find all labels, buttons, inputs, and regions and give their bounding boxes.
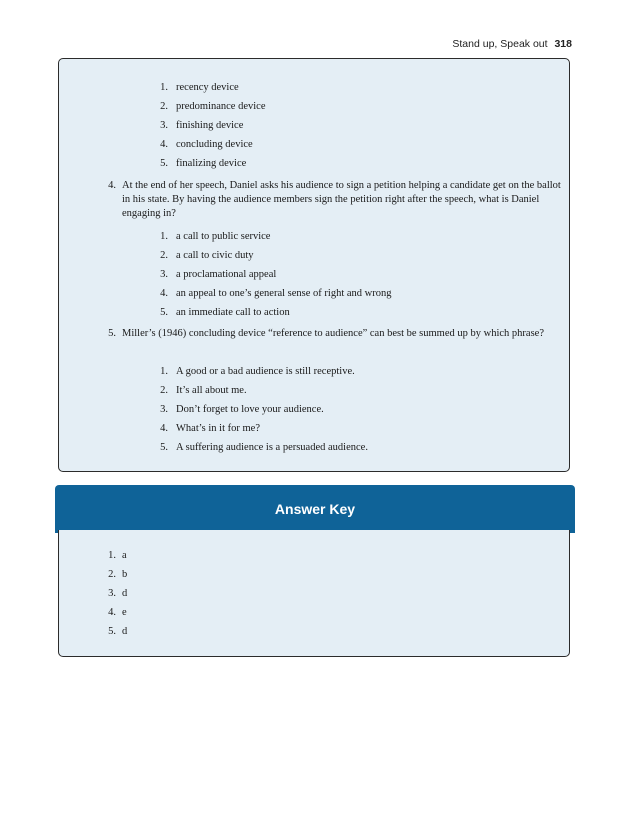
answer-key-box — [58, 530, 570, 657]
answer-key-title: Answer Key — [274, 501, 356, 517]
list-item-number: 5. — [160, 158, 168, 169]
list-item: concluding device — [176, 139, 253, 150]
list-item-number: 5. — [108, 626, 116, 637]
list-item-number: 4. — [108, 607, 116, 618]
answer-key-header — [55, 485, 575, 533]
list-item-number: 1. — [160, 82, 168, 93]
list-item-number: 2. — [108, 569, 116, 580]
list-item-number: 1. — [160, 231, 168, 242]
question-text: At the end of her speech, Daniel asks his audience to sign a petition helping a candidate get on the ballot in his state. By having the audience members sign the petition right after the speech, what is Daniel engaging in? — [122, 180, 561, 219]
list-item-number: 3. — [160, 404, 168, 415]
answer-item: a — [122, 550, 127, 561]
list-item: finishing device — [176, 120, 244, 131]
list-item: A suffering audience is a persuaded audience. — [176, 442, 368, 453]
list-item-number: 5. — [160, 307, 168, 318]
question-number: 4. — [108, 180, 116, 191]
list-item-number: 4. — [160, 423, 168, 434]
list-item: a proclamational appeal — [176, 269, 277, 280]
list-item-number: 2. — [160, 250, 168, 261]
answer-item: e — [122, 607, 127, 618]
answer-item: d — [122, 588, 128, 599]
list-item: an appeal to one’s general sense of right and wrong — [176, 288, 392, 299]
list-item-number: 1. — [160, 366, 168, 377]
list-item-number: 2. — [160, 385, 168, 396]
list-item-number: 4. — [160, 288, 168, 299]
question-number: 5. — [108, 328, 116, 339]
list-item-number: 5. — [160, 442, 168, 453]
list-item: Don’t forget to love your audience. — [176, 404, 324, 415]
list-item: predominance device — [176, 101, 266, 112]
list-item: a call to civic duty — [176, 250, 254, 261]
list-item-number: 3. — [108, 588, 116, 599]
list-item: an immediate call to action — [176, 307, 290, 318]
page-number: 318 — [554, 38, 572, 50]
list-item-number: 4. — [160, 139, 168, 150]
list-item: finalizing device — [176, 158, 247, 169]
answer-item: d — [122, 626, 128, 637]
running-header — [452, 38, 572, 50]
list-item-number: 3. — [160, 120, 168, 131]
list-item-number: 2. — [160, 101, 168, 112]
question-text: Miller’s (1946) concluding device “reference to audience” can best be summed up by which phrase? — [122, 328, 544, 339]
running-header-title: Stand up, Speak out — [452, 38, 548, 50]
list-item: It’s all about me. — [176, 385, 247, 396]
list-item: What’s in it for me? — [176, 423, 260, 434]
list-item-number: 1. — [108, 550, 116, 561]
list-item: recency device — [176, 82, 239, 93]
list-item-number: 3. — [160, 269, 168, 280]
list-item: A good or a bad audience is still receptive. — [176, 366, 355, 377]
list-item: a call to public service — [176, 231, 271, 242]
answer-item: b — [122, 569, 128, 580]
